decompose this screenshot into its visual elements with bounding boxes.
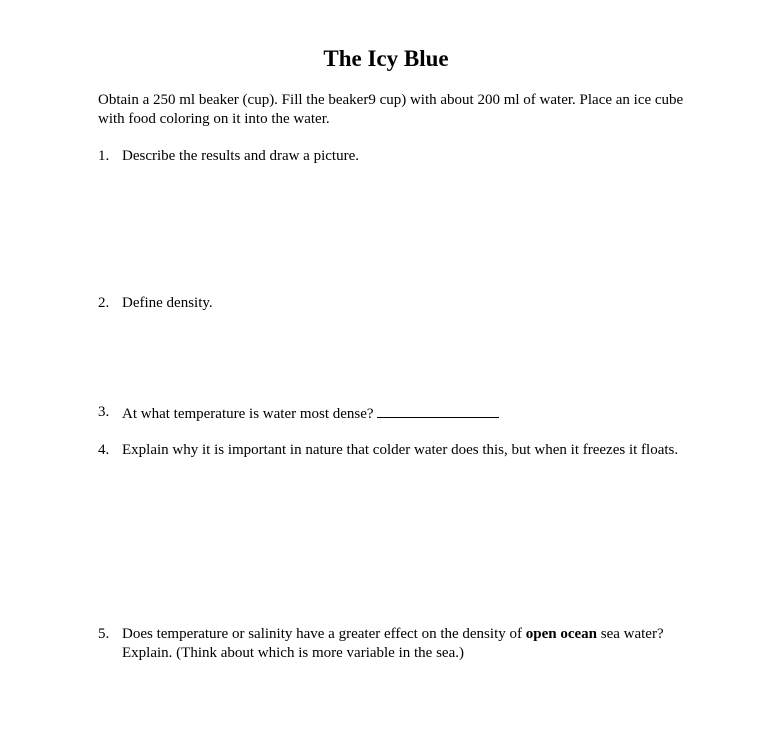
question-number: 5. <box>98 626 110 642</box>
question-text: Explain why it is important in nature that colder water does this, but when it freezes it floats. <box>122 442 679 458</box>
page-title: The Icy Blue <box>323 46 449 71</box>
question-number: 2. <box>98 295 110 311</box>
question-3 <box>98 403 688 424</box>
question-2 <box>98 294 688 313</box>
answer-blank-line[interactable] <box>377 403 499 418</box>
question-text-emphasis: open ocean <box>525 626 597 642</box>
question-number: 3. <box>98 404 110 420</box>
question-text: Describe the results and draw a picture. <box>122 148 359 164</box>
question-text-start: Does temperature or salinity have a greater effect on the density of <box>122 626 526 642</box>
intro-paragraph: Obtain a 250 ml beaker (cup). Fill the beaker9 cup) with about 200 ml of water. Place an ice cube with food coloring on it into the water. <box>98 92 684 127</box>
question-text-end: sea water? Explain. (Think about which is more variable in the sea.) <box>122 626 664 661</box>
question-1 <box>98 147 688 166</box>
question-text: Define density. <box>122 295 213 311</box>
question-5 <box>98 625 688 663</box>
question-number: 1. <box>98 148 110 164</box>
question-text: At what temperature is water most dense? <box>122 406 374 422</box>
question-number: 4. <box>98 442 110 458</box>
question-4 <box>98 441 688 460</box>
question-text-wrapper <box>122 403 688 424</box>
question-text-wrapper <box>122 625 688 663</box>
